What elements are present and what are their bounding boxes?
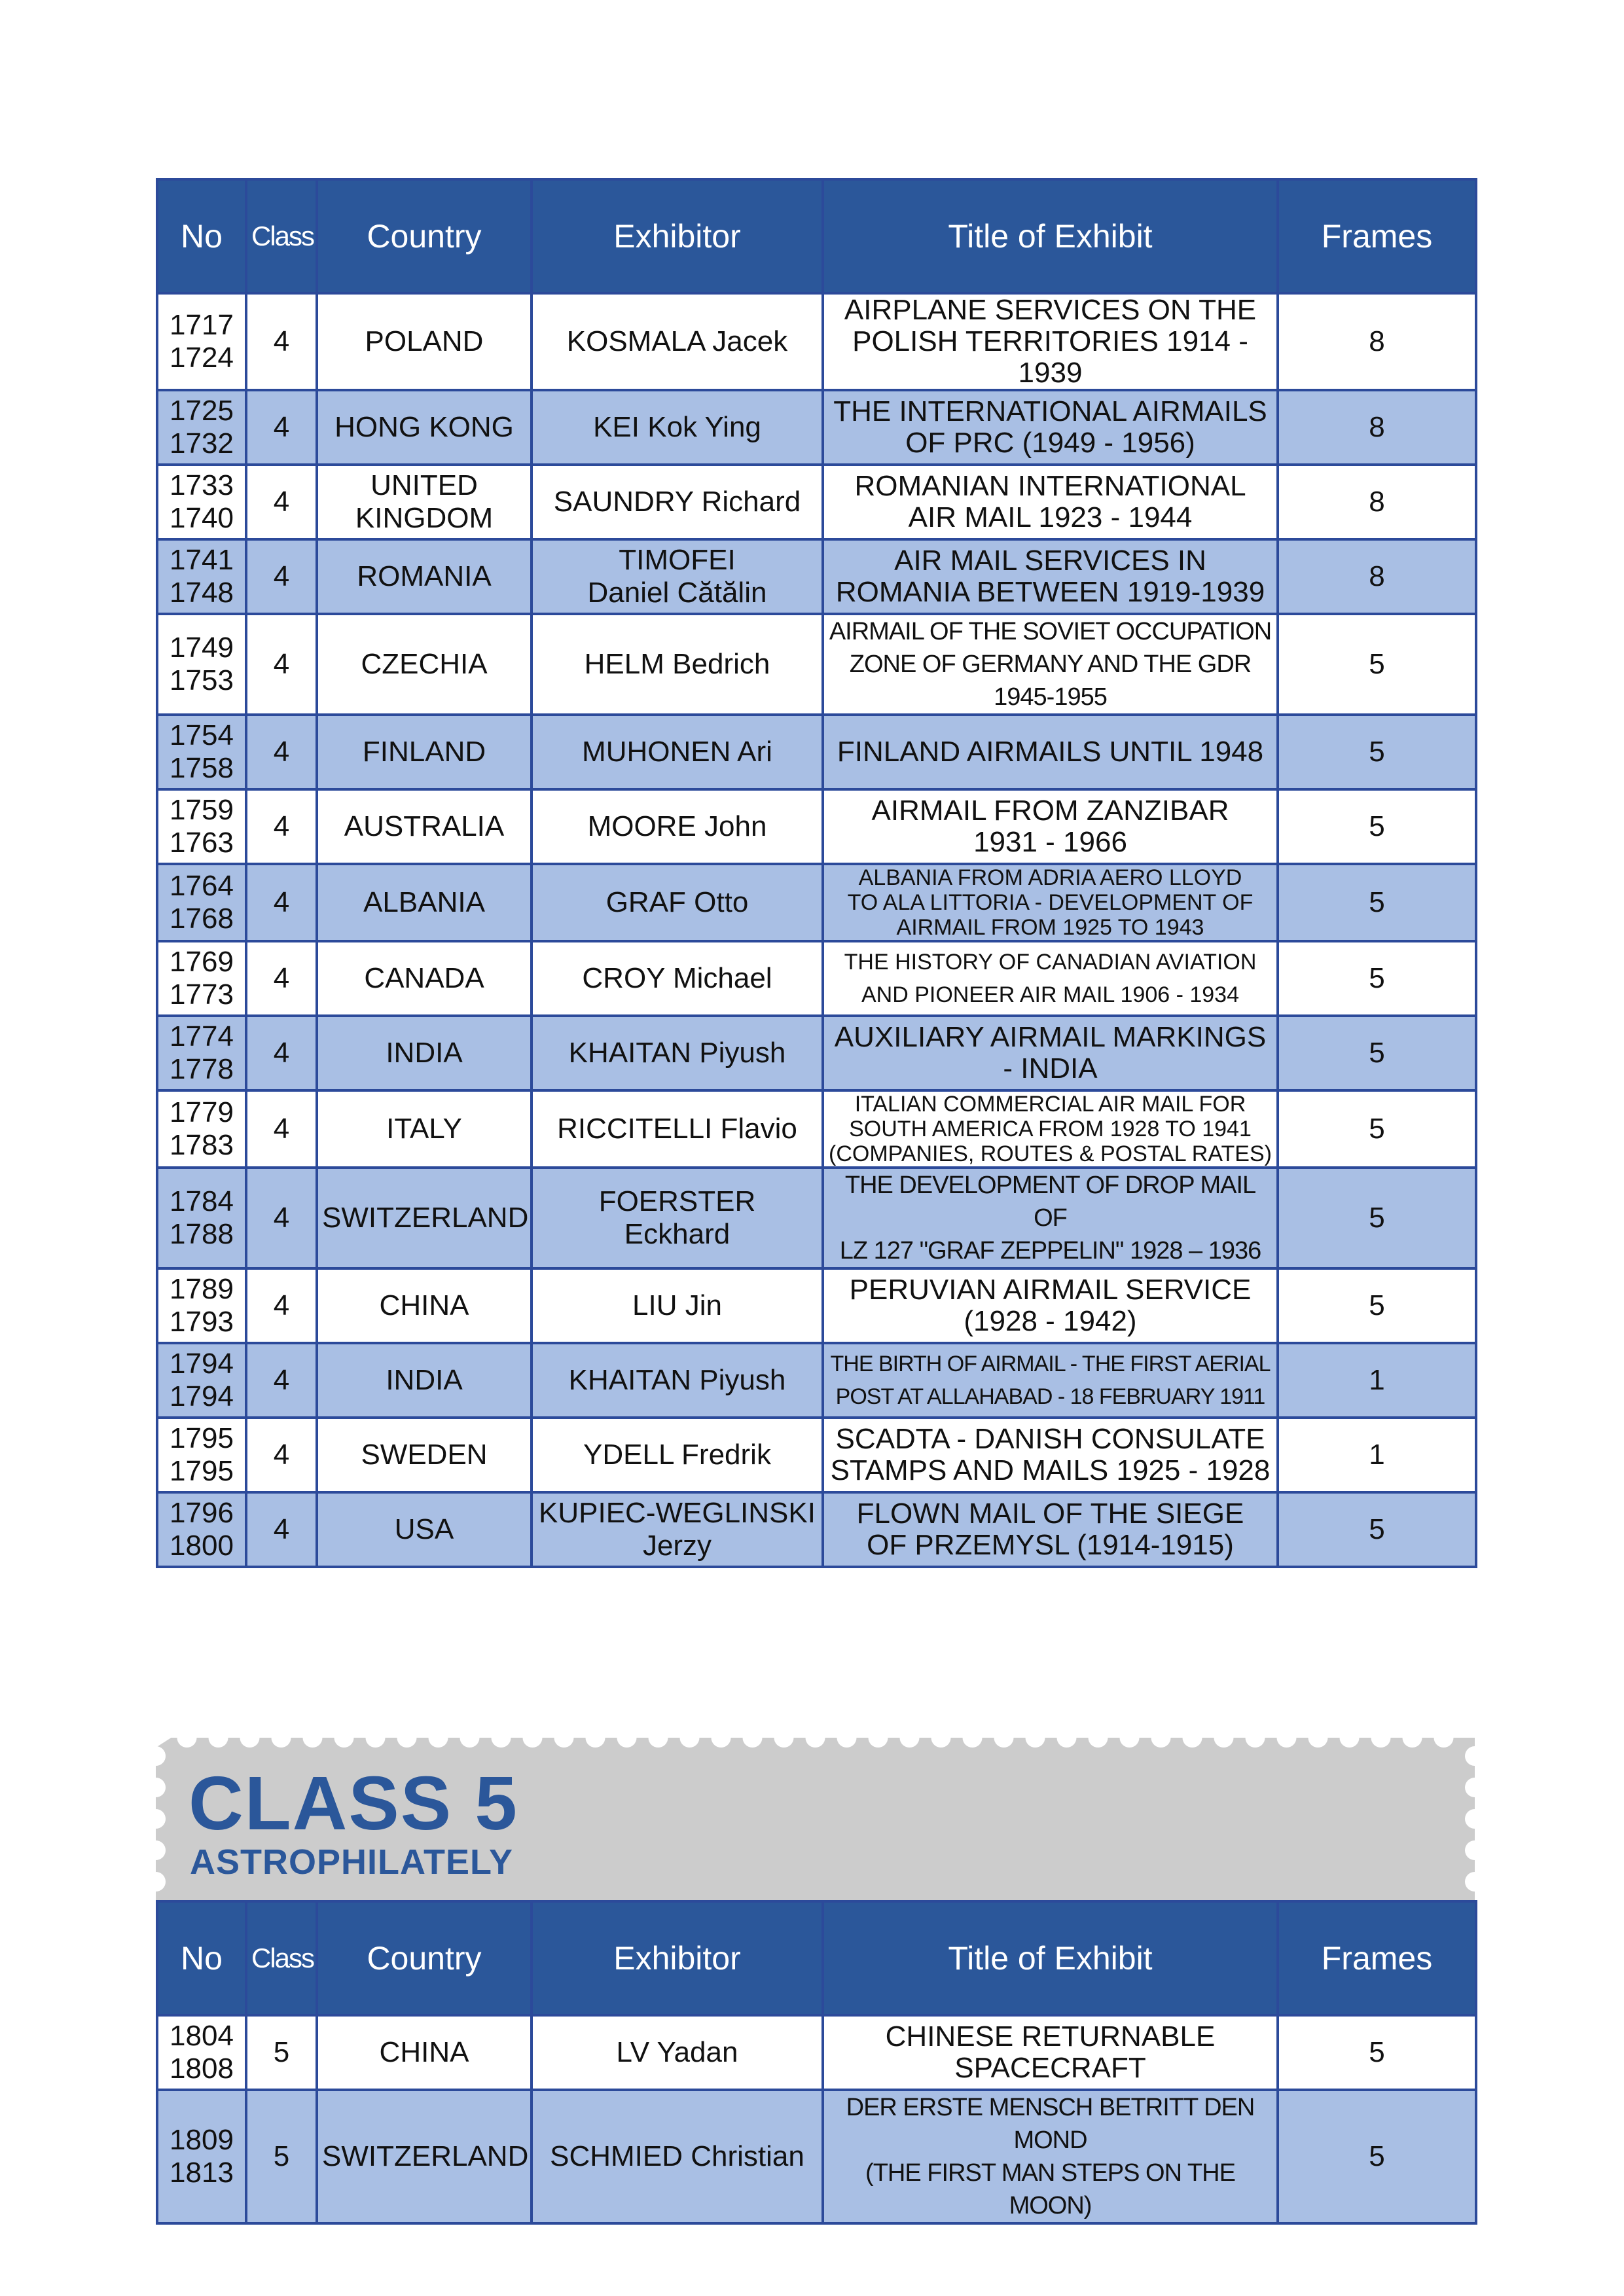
table-row (157, 1168, 1476, 1268)
cell-exhibitor: SCHMIED Christian (550, 2140, 804, 2172)
cell-title: PERUVIAN AIRMAIL SERVICE (1928 - 1942) (849, 1274, 1252, 1337)
table-row (157, 1090, 1476, 1168)
cell-class: 4 (246, 465, 317, 539)
header-title: Title of Exhibit (823, 179, 1278, 293)
cell-class: 5 (246, 2015, 317, 2090)
cell-country: SWEDEN (361, 1439, 488, 1471)
cell-country: USA (394, 1513, 454, 1545)
cell-no: 1764 1768 (170, 870, 234, 935)
header-class: Class (246, 179, 317, 293)
cell-exhibitor: KOSMALA Jacek (566, 325, 788, 357)
table-row (157, 941, 1476, 1016)
cell-no: 1789 1793 (170, 1273, 234, 1338)
cell-frames: 8 (1278, 539, 1476, 614)
cell-class: 4 (246, 789, 317, 864)
cell-class: 4 (246, 614, 317, 715)
cell-no: 1741 1748 (170, 544, 234, 609)
cell-exhibitor: TIMOFEI Daniel Cătălin (587, 544, 767, 609)
table-header (157, 179, 1476, 293)
cell-title: ITALIAN COMMERCIAL AIR MAIL FOR SOUTH AMERICA FROM 1928 TO 1941 (COMPANIES, ROUTES & POSTAL RATES) (829, 1092, 1272, 1166)
cell-class: 4 (246, 293, 317, 390)
cell-class: 4 (246, 715, 317, 789)
cell-exhibitor: HELM Bedrich (584, 648, 770, 680)
cell-class: 4 (246, 1492, 317, 1567)
table-row (157, 293, 1476, 390)
cell-exhibitor: KUPIEC-WEGLINSKI Jerzy (539, 1497, 816, 1562)
cell-country: ITALY (386, 1113, 462, 1145)
cell-title: THE BIRTH OF AIRMAIL - THE FIRST AERIAL POST AT ALLAHABAD - 18 FEBRUARY 1911 (830, 1352, 1271, 1409)
table-row (157, 1418, 1476, 1492)
cell-frames: 5 (1278, 614, 1476, 715)
table-row (157, 715, 1476, 789)
cell-title: CHINESE RETURNABLE SPACECRAFT (885, 2020, 1216, 2084)
cell-no: 1796 1800 (170, 1497, 234, 1562)
header-no: No (157, 179, 246, 293)
cell-title: THE INTERNATIONAL AIRMAILS OF PRC (1949 - 1956) (833, 395, 1267, 459)
cell-title: AIR MAIL SERVICES IN ROMANIA BETWEEN 1919-1939 (835, 545, 1265, 608)
cell-exhibitor: LV Yadan (616, 2036, 738, 2068)
cell-class: 4 (246, 1418, 317, 1492)
cell-exhibitor: MUHONEN Ari (582, 736, 772, 768)
cell-exhibitor: CROY Michael (582, 962, 772, 994)
table-row (157, 864, 1476, 941)
cell-no: 1754 1758 (170, 719, 234, 784)
header-frames: Frames (1278, 1901, 1476, 2015)
cell-no: 1809 1813 (170, 2124, 234, 2189)
cell-title: FINLAND AIRMAILS UNTIL 1948 (837, 736, 1264, 768)
cell-no: 1733 1740 (170, 469, 234, 534)
cell-class: 4 (246, 539, 317, 614)
cell-class: 4 (246, 390, 317, 465)
cell-class: 5 (246, 2090, 317, 2223)
cell-frames: 8 (1278, 465, 1476, 539)
cell-class: 4 (246, 1090, 317, 1168)
cell-country: CZECHIA (361, 648, 488, 680)
cell-exhibitor: KHAITAN Piyush (568, 1037, 786, 1069)
cell-country: SWITZERLAND (322, 2140, 529, 2172)
table-row (157, 1268, 1476, 1343)
cell-no: 1779 1783 (170, 1096, 234, 1161)
cell-title: FLOWN MAIL OF THE SIEGE OF PRZEMYSL (1914-1915) (856, 1498, 1244, 1561)
header-row (157, 1901, 1476, 2015)
cell-no: 1804 1808 (170, 2020, 234, 2085)
cell-exhibitor: KHAITAN Piyush (568, 1364, 786, 1396)
cell-frames: 5 (1278, 1090, 1476, 1168)
cell-country: CHINA (379, 1289, 469, 1321)
cell-no: 1769 1773 (170, 946, 234, 1011)
table-row (157, 1343, 1476, 1418)
header-title: Title of Exhibit (823, 1901, 1278, 2015)
cell-frames: 5 (1278, 715, 1476, 789)
cell-country: HONG KONG (334, 411, 514, 443)
cell-exhibitor: LIU Jin (632, 1289, 722, 1321)
cell-no: 1794 1794 (170, 1348, 234, 1412)
cell-country: AUSTRALIA (344, 810, 505, 842)
table-row (157, 465, 1476, 539)
cell-no: 1749 1753 (170, 632, 234, 696)
header-row (157, 179, 1476, 293)
cell-frames: 8 (1278, 293, 1476, 390)
cell-exhibitor: GRAF Otto (605, 886, 749, 918)
class-title: CLASS 5 (189, 1761, 518, 1846)
class-subtitle: ASTROPHILATELY (190, 1842, 514, 1882)
cell-country: POLAND (365, 325, 484, 357)
cell-frames: 5 (1278, 1016, 1476, 1090)
cell-title: THE DEVELOPMENT OF DROP MAIL OF LZ 127 "GRAF ZEPPELIN" 1928 – 1936 (839, 1172, 1261, 1265)
header-exhibitor: Exhibitor (532, 179, 823, 293)
cell-frames: 1 (1278, 1418, 1476, 1492)
cell-frames: 1 (1278, 1343, 1476, 1418)
table-row (157, 1492, 1476, 1567)
header-exhibitor: Exhibitor (532, 1901, 823, 2015)
cell-frames: 5 (1278, 2090, 1476, 2223)
cell-exhibitor: KEI Kok Ying (593, 411, 761, 443)
header-class: Class (246, 1901, 317, 2015)
table-row (157, 1016, 1476, 1090)
cell-frames: 5 (1278, 789, 1476, 864)
cell-frames: 8 (1278, 390, 1476, 465)
cell-class: 4 (246, 1343, 317, 1418)
header-country: Country (317, 179, 532, 293)
cell-no: 1774 1778 (170, 1020, 234, 1085)
cell-class: 4 (246, 1016, 317, 1090)
cell-class: 4 (246, 1268, 317, 1343)
header-no: No (157, 1901, 246, 2015)
cell-class: 4 (246, 1168, 317, 1268)
cell-frames: 5 (1278, 2015, 1476, 2090)
table-row (157, 2090, 1476, 2223)
cell-country: ROMANIA (357, 560, 492, 592)
cell-country: CHINA (379, 2036, 469, 2068)
cell-title: AIRMAIL OF THE SOVIET OCCUPATION ZONE OF GERMANY AND THE GDR 1945-1955 (829, 618, 1272, 711)
cell-title: ALBANIA FROM ADRIA AERO LLOYD TO ALA LITTORIA - DEVELOPMENT OF AIRMAIL FROM 1925 TO 1943 (847, 865, 1254, 940)
exhibits-table-class-5 (156, 1900, 1477, 2225)
cell-frames: 5 (1278, 864, 1476, 941)
table-row (157, 539, 1476, 614)
cell-country: INDIA (386, 1037, 463, 1069)
cell-no: 1759 1763 (170, 794, 234, 859)
cell-title: DER ERSTE MENSCH BETRITT DEN MOND (THE FIRST MAN STEPS ON THE MOON) (846, 2094, 1255, 2219)
cell-no: 1795 1795 (170, 1422, 234, 1487)
cell-frames: 5 (1278, 941, 1476, 1016)
cell-frames: 5 (1278, 1268, 1476, 1343)
cell-country: ALBANIA (363, 886, 485, 918)
cell-title: SCADTA - DANISH CONSULATE STAMPS AND MAILS 1925 - 1928 (830, 1423, 1271, 1486)
cell-no: 1725 1732 (170, 395, 234, 459)
cell-country: CANADA (364, 962, 484, 994)
cell-country: FINLAND (362, 736, 486, 768)
class-5-banner (156, 1738, 1475, 1900)
table-row (157, 390, 1476, 465)
table-row (157, 2015, 1476, 2090)
cell-no: 1717 1724 (170, 309, 234, 374)
table-header (157, 1901, 1476, 2015)
table-row (157, 789, 1476, 864)
cell-title: THE HISTORY OF CANADIAN AVIATION AND PIONEER AIR MAIL 1906 - 1934 (844, 950, 1257, 1007)
cell-frames: 5 (1278, 1168, 1476, 1268)
cell-class: 4 (246, 864, 317, 941)
cell-title: AUXILIARY AIRMAIL MARKINGS - INDIA (834, 1021, 1267, 1085)
cell-country: UNITED KINGDOM (355, 469, 494, 534)
cell-exhibitor: FOERSTER Eckhard (598, 1185, 756, 1250)
cell-exhibitor: SAUNDRY Richard (553, 486, 801, 518)
cell-country: SWITZERLAND (322, 1202, 529, 1234)
cell-exhibitor: YDELL Fredrik (583, 1439, 771, 1471)
cell-title: ROMANIAN INTERNATIONAL AIR MAIL 1923 - 1944 (854, 470, 1246, 533)
cell-no: 1784 1788 (170, 1185, 234, 1250)
cell-country: INDIA (386, 1364, 463, 1396)
table-row (157, 614, 1476, 715)
cell-exhibitor: RICCITELLI Flavio (557, 1113, 797, 1145)
cell-exhibitor: MOORE John (587, 810, 767, 842)
cell-frames: 5 (1278, 1492, 1476, 1567)
header-frames: Frames (1278, 179, 1476, 293)
cell-class: 4 (246, 941, 317, 1016)
header-country: Country (317, 1901, 532, 2015)
cell-title: AIRMAIL FROM ZANZIBAR 1931 - 1966 (871, 795, 1229, 858)
cell-title: AIRPLANE SERVICES ON THE POLISH TERRITORIES 1914 - 1939 (844, 294, 1257, 389)
exhibits-table-class-4 (156, 178, 1477, 1568)
